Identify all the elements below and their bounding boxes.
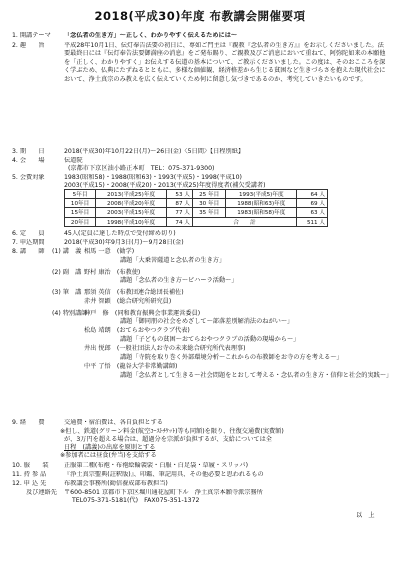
venue-address: (京都市下京区油小路正本町 TEL：075-371-9300) [68,165,215,172]
history-table-cell: 1988(昭和63)年度 [226,199,297,208]
application-label: 12. 申 込 先 [12,480,47,487]
expenses-note-3: 日程 (講義)の出席を原則とする [64,444,156,451]
history-table-cell: 20年目 [65,217,96,226]
history-table-row [65,208,328,217]
special-lecturer-topic: 講題「子どもの貧困〜おてらおやつクラブの活動の現場から〜」 [120,335,300,343]
lecturer-name: 神戸 修 (同和教育振興会事業運営委員) [84,309,201,317]
venue-label: 4. 会 場 [12,157,45,164]
history-table-cell: 74 人 [166,217,192,226]
history-table-cell: 2013(平成25)年度 [96,190,167,199]
page-title: 2018(平成30)年度 布教講会開催要項 [94,9,306,23]
contact-label: 及び連絡先 [26,489,57,496]
date-label: 3. 期 日 [12,148,45,155]
application-value: 布教講会事務所(勧信養成部布教担当) [64,480,168,487]
closing-mark: 以 上 [356,512,375,519]
history-table-cell: 77 人 [166,208,192,217]
history-table-cell: 合 計 [192,217,296,226]
lecturer-role: (4) 特別講師 [52,309,88,317]
lecturer-topic: 赤井 智顕 (総合研究所研究員) [84,297,172,305]
contact-address: 〒600-8501 京都市下京区堀川通花屋町下ル 浄土真宗本願寺派宗務所 [64,489,263,496]
capacity-value: 45人(定員に達した時点で受付締め切り) [64,230,176,237]
lecturer-topic: 講題「御同朋の社会をめざして〜部落差別解消法のねがい〜」 [120,318,294,326]
history-table-cell: 511 人 [297,217,328,226]
contact-phone: TEL075-371-5181(代) FAX075-351-1372 [72,497,200,504]
expenses-label: 9. 経 費 [12,419,45,426]
theme-row [12,32,390,41]
venue-value: 伝道院 [64,157,83,164]
theme-label: 1. 開講テーマ [12,32,51,39]
theme-value: 「念仏者の生き方」〜正しく、わかりやすく伝えるためには〜 [64,32,238,39]
special-lecturer-topic: 講題「念仏者として生きる〜社会問題をとおして考える・念仏者の生き方・信仰と社会的実践〜」 [120,372,393,379]
items-row [12,471,390,480]
items-value: 『浄土真宗聖典(註釈版)』、印鑑、筆記用具、その他必要と思われるもの [64,471,264,478]
eligibility-line-2: 2003(平成15)・2008(平成20)・2013(平成25)年度得度者(補欠受講者) [64,182,266,189]
capacity-row [12,230,390,239]
history-table-cell: 25 年目 [192,190,225,199]
deadline-label: 7. 申込期間 [12,239,45,246]
lecturer-name: 那須 英信 (布教団連合総団長補佐) [84,289,184,297]
purpose-text: 平成28年10月1日、伝灯奉告法要の初日に、専如ご門主は『親教『念仏者の生き方』』をお示しくださいました。法要最終日には『伝灯奉告法要御満座の消息』をご発布賜り、ご親教及びご消息において重ねて、阿弥陀如来の本願他を「正しく、わかりやすく」お伝えする伝道の基本について、ご教示くださいました。この度は、そのおこころを深く学ぶため、仏典にたずねるとともに、多様な価値観、経済格差から生じる貧困など生きづらさを抱えた現代社会において、浄土真宗のみ教えを広く伝えていくため何に留意し気づきであるのか、考究していきたいものです。 [64,42,386,83]
history-table-cell: 1998(平成10)年度 [96,217,167,226]
deadline-value: 2018(平成30)年9月3日(月)〜9月28日(金) [64,239,184,246]
history-table-cell: 64 人 [297,190,328,199]
history-table-cell: 2003(平成15)年度 [96,208,167,217]
attire-value: 正服第二種(布袍・布袍絵輪袈裟・白服・白足袋・草履・スリッパ) [64,462,249,469]
history-table-cell: 15年目 [65,208,96,217]
deadline-row [12,239,390,248]
date-row [12,148,390,157]
lecturer-role: (3) 筆 講 [52,289,82,297]
expenses-note-1: ※但し、鉄道(グリーン料金(航空ｺｰｽﾄﾁｹｯﾄ)等も同額)を限り、往復交通費(実費額) [60,428,284,435]
history-table-row [65,199,328,208]
history-table-cell: 1993(平成5)年度 [226,190,297,199]
special-lecturer-name: 中平 了悟 (龍谷大学非常勤講師) [84,363,178,371]
expenses-note-2: が、3万円を超える場合は、超過分を宗派が負担するが、支給については全 [64,436,272,443]
expenses-row [12,419,390,428]
date-value: 2018(平成30)年10月22日(月)〜26日(金)〈5日間〉【日程別紙】 [64,148,245,155]
items-label: 11. 持 参 品 [12,471,47,478]
purpose-label: 2. 趣 旨 [12,42,45,49]
eligibility-line-1: 1983(昭和58)・1988(昭和63)・1993(平成5)・1998(平成10) [64,174,242,181]
history-table [64,189,328,227]
capacity-label: 6. 定 員 [12,230,45,237]
expenses-note-4: ※参加者には昼食(弁当)を支給する [60,452,157,459]
history-table-row [65,190,328,199]
special-lecturer-topic: 講題「寺院を取り巻く外部環境分析〜これからの布教師をお寺の方を考える〜」 [120,353,343,361]
lecturer-name: 相馬 一意 (勧学) [84,248,135,255]
history-table-cell: 30 年目 [192,199,225,208]
history-table-cell: 69 人 [297,199,328,208]
history-table-cell: 63 人 [297,208,328,217]
history-table-cell: 35 年目 [192,208,225,217]
special-lecturer-name: 井出 悦郎 (一般社団法人お寺の未来総合研究所代表理事) [84,345,246,353]
lecturer-topic: 講題「念仏者の生き方〜ビハーラ活動〜」 [120,277,238,285]
history-table-cell: 5年目 [65,190,96,199]
lecturer-role: (2) 副 講 [52,268,82,276]
expenses-value: 交通費・宿泊費は、各自負担とする [64,419,163,426]
lecturer-name: 野村 康治 (布教使) [84,268,141,276]
lecturers-label: 8. 講 師 [12,248,45,255]
special-lecturer-name: 松島 靖朗 (おてらおやつクラブ代表) [84,327,190,334]
attire-label: 10. 服 装 [12,462,49,469]
history-table-cell: 53 人 [166,190,192,199]
lecturer-topic: 講題「大乗菩薩道と念仏者の生き方」 [120,256,226,264]
history-table-cell: 2008(平成20)年度 [96,199,167,208]
venue-row [12,157,390,175]
history-table-cell: 87 人 [166,199,192,208]
history-table-cell: 1983(昭和58)年度 [226,208,297,217]
eligibility-label: 5. 会費対象 [12,174,45,181]
history-table-cell: 10年目 [65,199,96,208]
attire-row [12,462,390,471]
lecturer-role: (1) 講 義 [52,248,82,255]
contact-row [12,489,390,507]
application-row [12,480,390,489]
history-table-row [65,217,328,226]
